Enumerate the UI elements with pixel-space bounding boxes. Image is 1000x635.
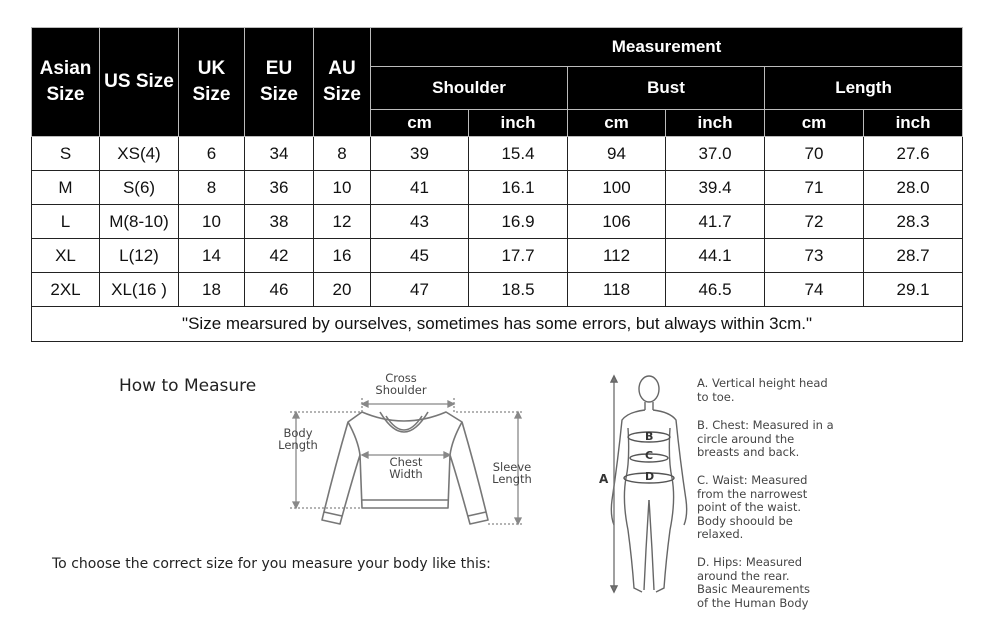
cell-uk: 8 — [179, 171, 245, 205]
cell-au: 16 — [314, 239, 371, 273]
cell-le-cm: 70 — [765, 137, 864, 171]
header-unit-inch: inch — [666, 110, 765, 137]
cell-asian: 2XL — [32, 273, 100, 307]
cell-bu-in: 39.4 — [666, 171, 765, 205]
cell-asian: L — [32, 205, 100, 239]
cross-shoulder-arrow — [362, 398, 454, 412]
header-unit-cm: cm — [765, 110, 864, 137]
cell-us: S(6) — [100, 171, 179, 205]
cell-uk: 10 — [179, 205, 245, 239]
cell-eu: 36 — [245, 171, 314, 205]
cell-le-in: 28.3 — [864, 205, 963, 239]
header-shoulder: Shoulder — [371, 67, 568, 110]
cell-sh-cm: 39 — [371, 137, 469, 171]
cell-bu-cm: 118 — [568, 273, 666, 307]
cell-au: 20 — [314, 273, 371, 307]
cell-asian: XL — [32, 239, 100, 273]
cell-bu-in: 46.5 — [666, 273, 765, 307]
header-bust: Bust — [568, 67, 765, 110]
marker-c: C — [645, 449, 654, 462]
header-eu-size: EU Size — [245, 28, 314, 137]
marker-b: B — [645, 430, 654, 443]
header-unit-cm: cm — [371, 110, 469, 137]
cell-eu: 38 — [245, 205, 314, 239]
choose-size-instruction: To choose the correct size for you measure your body like this: — [52, 556, 491, 572]
cell-bu-cm: 100 — [568, 171, 666, 205]
header-unit-inch: inch — [469, 110, 568, 137]
cell-us: M(8-10) — [100, 205, 179, 239]
marker-a: A — [599, 472, 609, 486]
header-asian-size: Asian Size — [32, 28, 100, 137]
cell-bu-cm: 112 — [568, 239, 666, 273]
header-unit-inch: inch — [864, 110, 963, 137]
cell-sh-in: 17.7 — [469, 239, 568, 273]
definition-b: B. Chest: Measured in a circle around the breasts and back. — [697, 418, 834, 460]
cell-le-in: 29.1 — [864, 273, 963, 307]
cell-bu-cm: 106 — [568, 205, 666, 239]
definition-d: D. Hips: Measured around the rear. Basic Meaurements of the Human Body — [697, 555, 811, 610]
cell-au: 10 — [314, 171, 371, 205]
cell-eu: 46 — [245, 273, 314, 307]
cell-le-cm: 73 — [765, 239, 864, 273]
cell-bu-in: 44.1 — [666, 239, 765, 273]
cross-shoulder-label: Cross Shoulder — [375, 371, 427, 397]
cell-sh-cm: 45 — [371, 239, 469, 273]
cell-sh-cm: 41 — [371, 171, 469, 205]
cell-sh-in: 16.1 — [469, 171, 568, 205]
cell-uk: 14 — [179, 239, 245, 273]
cell-le-cm: 72 — [765, 205, 864, 239]
cell-uk: 18 — [179, 273, 245, 307]
cell-eu: 42 — [245, 239, 314, 273]
cell-sh-in: 16.9 — [469, 205, 568, 239]
cell-le-in: 28.7 — [864, 239, 963, 273]
sleeve-length-label: Sleeve Length — [492, 460, 532, 486]
marker-d: D — [645, 470, 655, 483]
cell-bu-in: 41.7 — [666, 205, 765, 239]
cell-us: XL(16 ) — [100, 273, 179, 307]
header-unit-cm: cm — [568, 110, 666, 137]
cell-asian: M — [32, 171, 100, 205]
header-measurement: Measurement — [371, 28, 963, 67]
cell-eu: 34 — [245, 137, 314, 171]
header-us-size: US Size — [100, 28, 179, 137]
header-uk-size: UK Size — [179, 28, 245, 137]
cell-le-in: 28.0 — [864, 171, 963, 205]
cell-au: 12 — [314, 205, 371, 239]
chest-width-label: Chest Width — [389, 455, 423, 481]
size-note: "Size mearsured by ourselves, sometimes has some errors, but always within 3cm." — [32, 307, 963, 342]
human-figure-illustration — [611, 376, 687, 592]
how-to-measure-title: How to Measure — [119, 376, 257, 396]
cell-uk: 6 — [179, 137, 245, 171]
cell-sh-cm: 43 — [371, 205, 469, 239]
cell-au: 8 — [314, 137, 371, 171]
cell-sh-cm: 47 — [371, 273, 469, 307]
body-length-label: Body Length — [278, 426, 318, 452]
cell-sh-in: 15.4 — [469, 137, 568, 171]
definition-a: A. Vertical height head to toe. — [697, 376, 828, 404]
cell-us: L(12) — [100, 239, 179, 273]
cell-us: XS(4) — [100, 137, 179, 171]
cell-bu-cm: 94 — [568, 137, 666, 171]
definition-c: C. Waist: Measured from the narrowest point of the waist. Body shoould be relaxed. — [697, 473, 808, 542]
cell-le-in: 27.6 — [864, 137, 963, 171]
cell-le-cm: 71 — [765, 171, 864, 205]
header-au-size: AU Size — [314, 28, 371, 137]
cell-bu-in: 37.0 — [666, 137, 765, 171]
header-length: Length — [765, 67, 963, 110]
cell-asian: S — [32, 137, 100, 171]
cell-sh-in: 18.5 — [469, 273, 568, 307]
cell-le-cm: 74 — [765, 273, 864, 307]
